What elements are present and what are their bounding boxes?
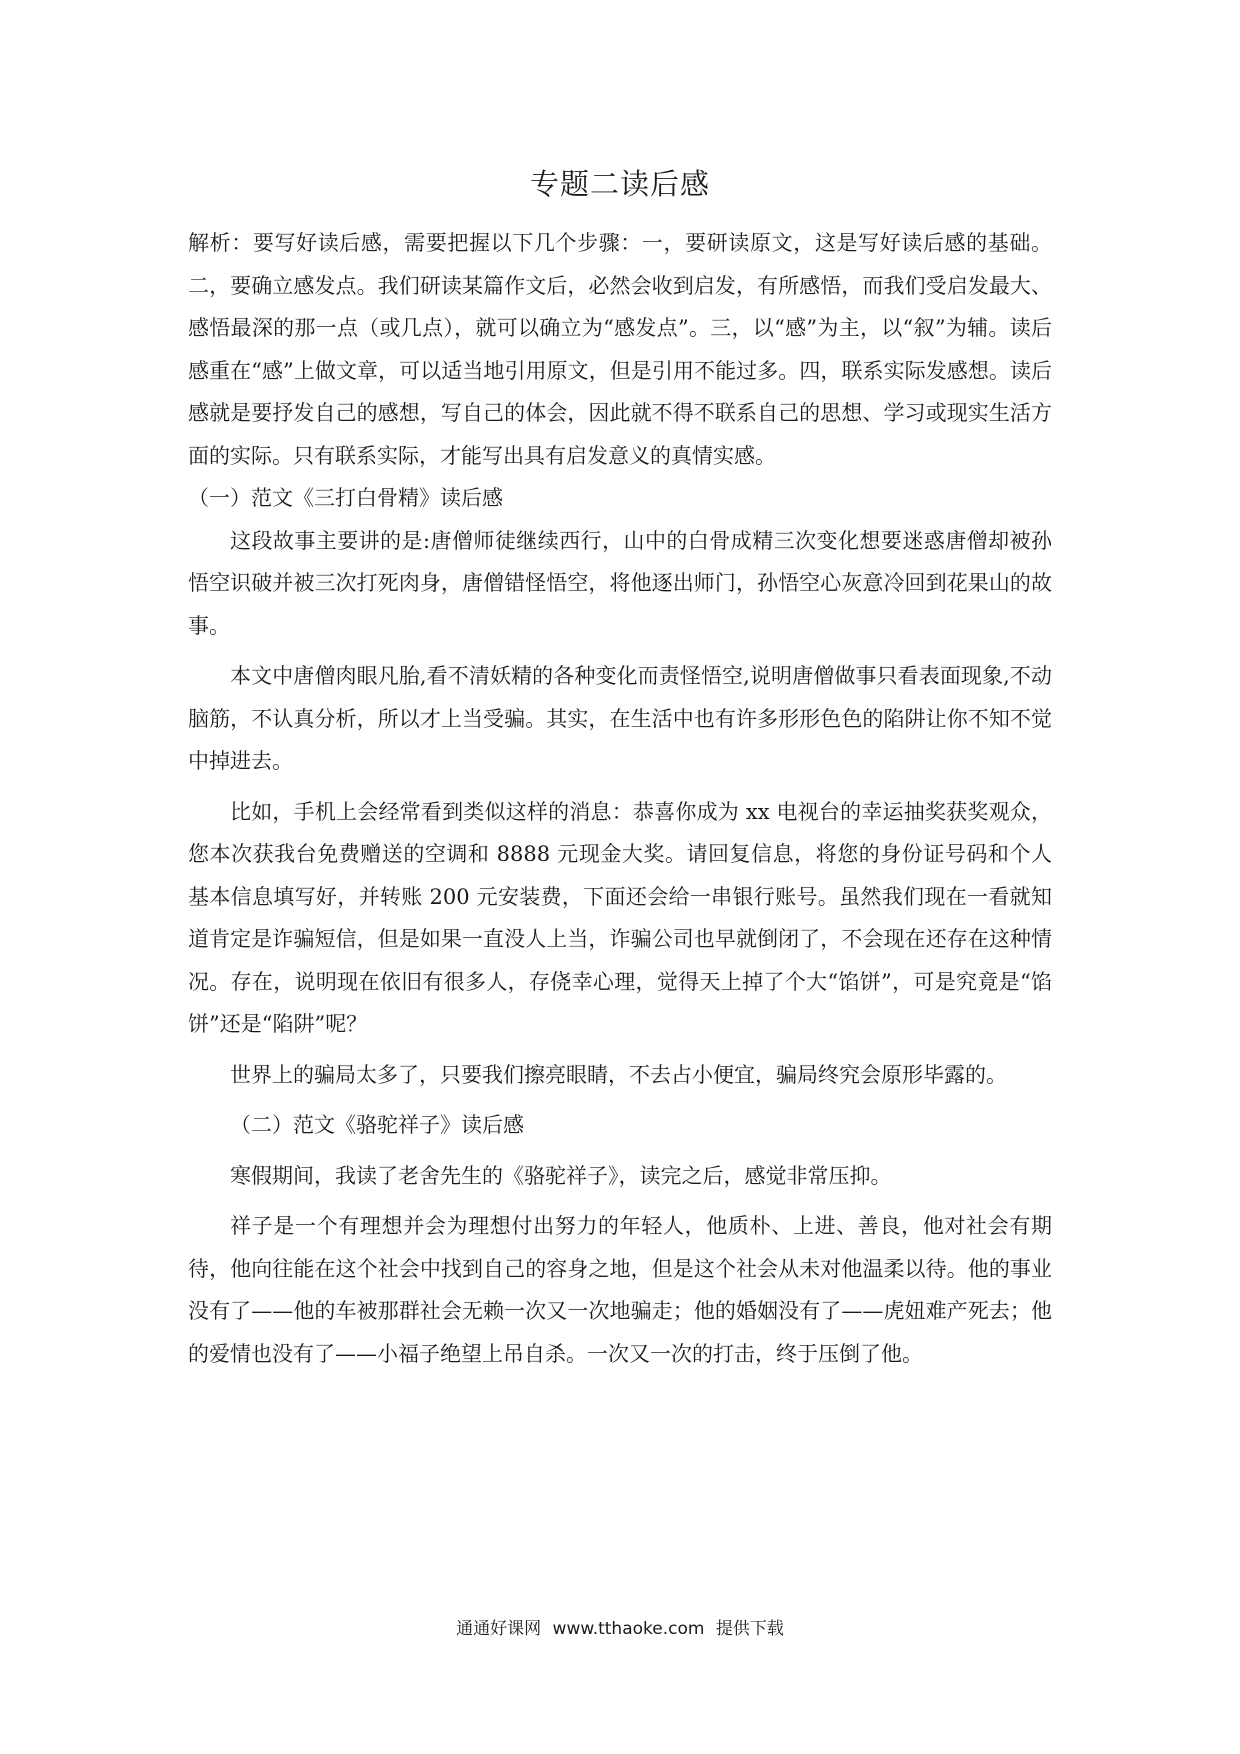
section1-paragraph-2: 本文中唐僧肉眼凡胎,看不清妖精的各种变化而责怪悟空,说明唐僧做事只看表面现象,不动脑筋，不认真分析，所以才上当受骗。其实，在生活中也有许多形形色色的陷阱让你不知不觉中掉进去。 <box>188 664 1052 773</box>
document-title: 专题二读后感 <box>529 167 710 201</box>
intro-paragraph: 解析：要写好读后感，需要把握以下几个步骤：一，要研读原文，这是写好读后感的基础。二，要确立感发点。我们研读某篇作文后，必然会收到启发，有所感悟，而我们受启发最大、感悟最深的那一点（或几点），就可以确立为“感发点”。三，以“感”为主，以“叙”为辅。读后感重在“感”上做文章，可以适当地引用原文，但是引用不能过多。四，联系实际发感想。读后感就是要抒发自己的感想，写自己的体会，因此就不得不联系自己的思想、学习或现实生活方面的实际。只有联系实际，才能写出具有启发意义的真情实感。 <box>188 231 1052 468</box>
section-heading-1: （一）范文《三打白骨精》读后感 <box>188 486 503 510</box>
footer-download-note: 通通好课网 www.tthaoke.com 提供下载 <box>456 1619 784 1639</box>
section2-paragraph-2: 祥子是一个有理想并会为理想付出努力的年轻人，他质朴、上进、善良，他对社会有期待，他向往能在这个社会中找到自己的容身之地，但是这个社会从未对他温柔以待。他的事业没有了——他的车被那群社会无赖一次又一次地骗走；他的婚姻没有了——虎妞难产死去；他的爱情也没有了——小福子绝望上吊自杀。一次又一次的打击，终于压倒了他。 <box>188 1214 1052 1366</box>
section1-paragraph-4: 世界上的骗局太多了，只要我们擦亮眼睛，不去占小便宜，骗局终究会原形毕露的。 <box>230 1062 1007 1087</box>
section1-paragraph-1: 这段故事主要讲的是:唐僧师徒继续西行，山中的白骨成精三次变化想要迷惑唐僧却被孙悟空识破并被三次打死肉身，唐僧错怪悟空，将他逐出师门，孙悟空心灰意冷回到花果山的故事。 <box>188 528 1052 638</box>
section1-paragraph-3: 比如，手机上会经常看到类似这样的消息：恭喜你成为 xx 电视台的幸运抽奖获奖观众，您本次获我台免费赠送的空调和 8888 元现金大奖。请回复信息，将您的身份证号码和个人基本信息填写好，并转账 200 元安装费，下面还会给一串银行账号。虽然我们现在一看就知道肯定是诈骗短信，但是如果一直没人上当，诈骗公司也早就倒闭了，不会现在还存在这种情况。存在，说明现在依旧有很多人，存侥幸心理，觉得天上掉了个大“馅饼”，可是究竟是“馅饼”还是“陷阱”呢？ <box>188 799 1052 1036</box>
document-body <box>188 222 1052 1375</box>
section-heading-2: （二）范文《骆驼祥子》读后感 <box>230 1113 524 1137</box>
section2-paragraph-1: 寒假期间，我读了老舍先生的《骆驼祥子》，读完之后，感觉非常压抑。 <box>230 1163 892 1188</box>
